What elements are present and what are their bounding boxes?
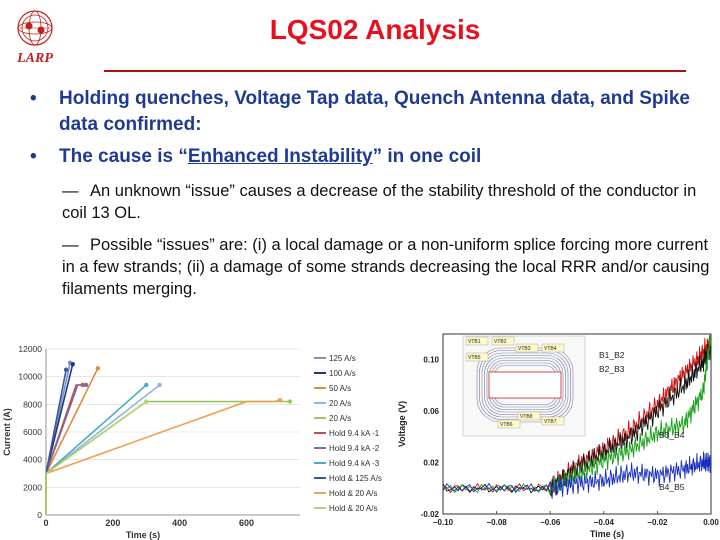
dash-marker: — <box>62 182 79 200</box>
quench-point <box>84 383 88 387</box>
inset-label: VTB5 <box>468 355 481 361</box>
bullet-marker: • <box>30 146 37 167</box>
series-line <box>46 400 280 515</box>
coil-inset-diagram <box>463 336 585 436</box>
legend-label: Hold & 20 A/s <box>329 489 378 498</box>
y-tick-label: 0.02 <box>423 458 439 468</box>
x-tick-label: 600 <box>239 518 255 528</box>
legend-label: 20 A/s <box>329 399 352 408</box>
y-tick-label: 0.06 <box>423 407 439 417</box>
y-axis-label: Voltage (V) <box>397 400 407 448</box>
sub-bullet <box>62 234 712 300</box>
x-tick-label: −0.10 <box>432 518 454 527</box>
series-line <box>46 364 73 515</box>
y-tick-label: 10000 <box>18 371 42 382</box>
dash-marker: — <box>62 236 79 254</box>
bullet-item <box>30 86 710 138</box>
series-line <box>46 402 290 515</box>
x-tick-label: 400 <box>172 518 188 528</box>
legend-label: 125 A/s <box>329 354 356 363</box>
bullet-text: Holding quenches, Voltage Tap data, Quench Antenna data, and Spike data confirmed: <box>59 88 690 135</box>
voltage-vs-time-chart <box>393 326 720 540</box>
x-tick-label: −0.08 <box>486 518 507 527</box>
trace-annotation: B4_B5 <box>659 482 685 492</box>
bullet-text-end: ” in one coil <box>372 146 482 167</box>
slide-title: LQS02 Analysis <box>269 14 481 45</box>
legend-label: 100 A/s <box>329 369 356 378</box>
y-tick-label: 0 <box>37 510 42 520</box>
bullet-item <box>30 144 710 170</box>
y-tick-label: 8000 <box>23 399 42 410</box>
larp-logo <box>8 6 62 68</box>
y-tick-label: -0.02 <box>420 510 439 519</box>
x-axis-label: Time (s) <box>589 529 625 539</box>
y-tick-label: 12000 <box>18 344 42 354</box>
inset-label: VTB7 <box>544 419 557 425</box>
logo-text: LARP <box>17 51 53 66</box>
inset-label: VTB3 <box>518 346 531 352</box>
sub-bullet <box>62 180 712 224</box>
y-tick-label: 2000 <box>23 482 42 493</box>
trace-annotation: B2_B3 <box>599 364 625 374</box>
y-tick-label: 4000 <box>23 454 42 465</box>
quench-point <box>144 399 148 403</box>
quench-point <box>144 383 148 387</box>
legend-label: Hold 9.4 kA -3 <box>329 459 380 468</box>
y-tick-label: 0.10 <box>423 355 439 365</box>
legend-label: 20 A/s <box>329 414 352 423</box>
quench-point <box>71 362 75 366</box>
legend-label: Hold & 20 A/s <box>329 504 378 513</box>
logo-emblem-icon <box>18 11 52 45</box>
y-axis-label: Current (A) <box>2 408 12 456</box>
bullet-marker: • <box>30 88 37 109</box>
title-underline <box>104 70 686 72</box>
emphasis-text: Enhanced Instability <box>187 146 373 167</box>
coil-core <box>489 372 561 398</box>
sub-bullet-text: Possible “issues” are: (i) a local damage or a non-uniform splice forcing more current in a few strands; (ii) a damage of some strands decreasing the local RRR and/or causing filaments merging. <box>62 236 710 298</box>
quench-point <box>96 366 100 370</box>
legend-label: 50 A/s <box>329 384 352 393</box>
sub-bullet-text: An unknown “issue” causes a decrease of the stability threshold of the conductor in coil 13 OL. <box>62 182 697 222</box>
bullet-text-start: The cause is “ <box>59 146 188 167</box>
legend-label: Hold & 125 A/s <box>329 474 382 483</box>
quench-point <box>288 399 292 403</box>
x-tick-label: 0 <box>43 518 49 528</box>
inset-label: VTB8 <box>520 414 533 420</box>
inset-label: VTB1 <box>468 339 481 345</box>
x-tick-label: 200 <box>105 518 121 528</box>
legend-label: Hold 9.4 kA -1 <box>329 429 380 438</box>
x-tick-label: 0.00 <box>703 518 719 527</box>
inset-label: VTB2 <box>494 339 507 345</box>
trace-annotation: B3_B4 <box>659 430 685 440</box>
x-tick-label: −0.04 <box>593 518 614 527</box>
current-vs-time-chart <box>0 335 392 540</box>
x-tick-label: −0.02 <box>647 518 668 527</box>
quench-point <box>278 398 282 402</box>
x-tick-label: −0.06 <box>540 518 561 527</box>
bullet-list <box>30 86 710 176</box>
legend-label: Hold 9.4 kA -2 <box>329 444 380 453</box>
series-line <box>46 402 146 515</box>
quench-point <box>64 368 68 372</box>
inset-label: VTB4 <box>544 346 557 352</box>
inset-label: VTB6 <box>500 422 513 428</box>
y-tick-label: 6000 <box>23 427 42 437</box>
x-axis-label: Time (s) <box>125 530 161 540</box>
quench-point <box>157 383 161 387</box>
trace-annotation: B1_B2 <box>599 350 625 360</box>
